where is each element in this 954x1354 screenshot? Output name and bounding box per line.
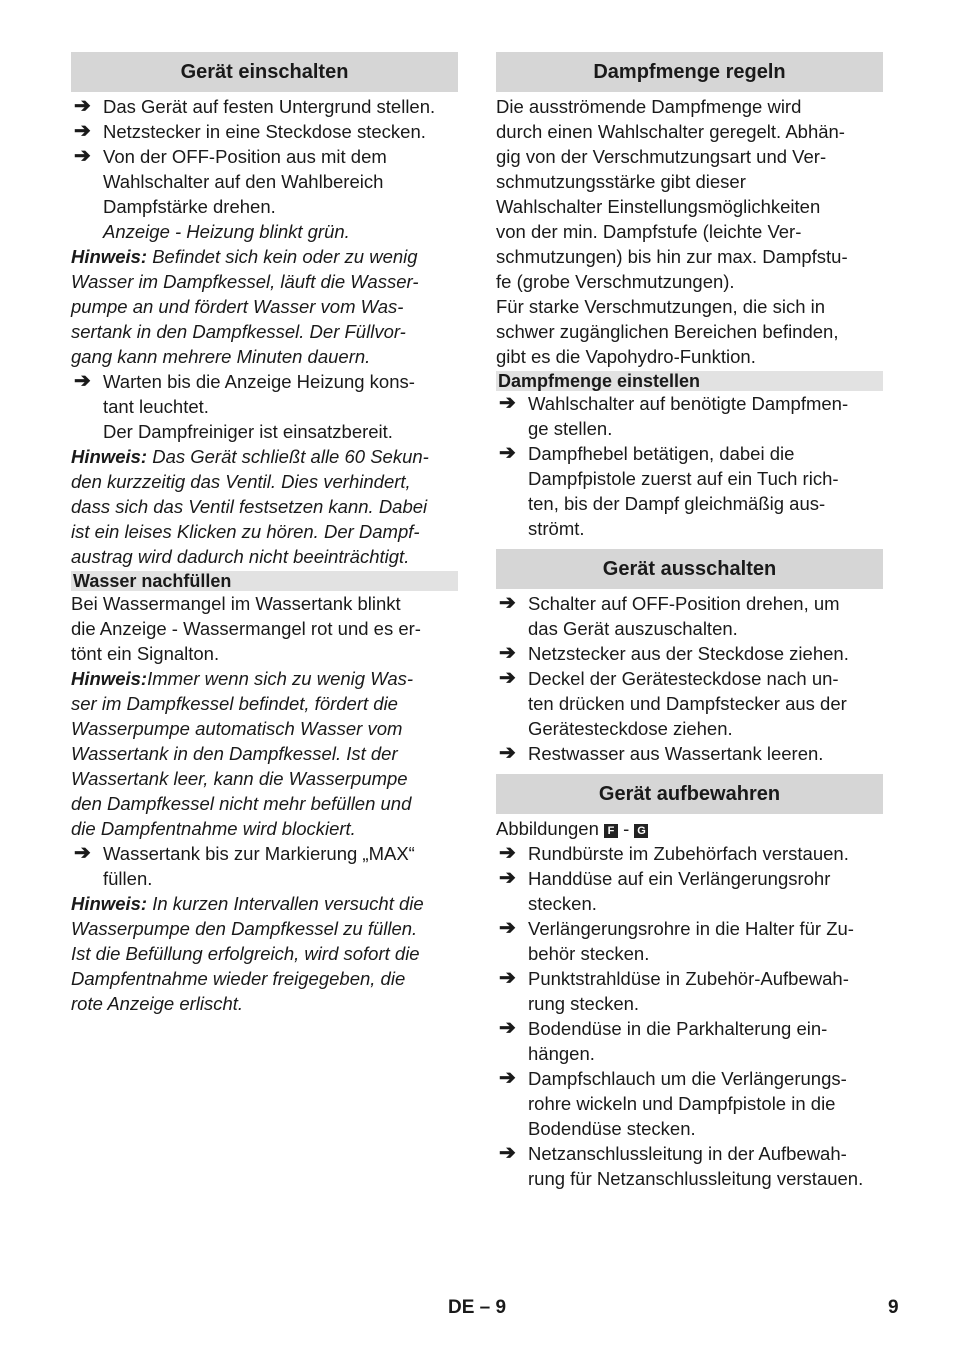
list-item: ➔ Wassertank bis zur Markierung „MAX“ füllen. bbox=[74, 842, 415, 889]
list-item: ➔ Dampfhebel betätigen, dabei die Dampfpistole zuerst auf ein Tuch rich- ten, bis der Dampf gleichmäßig aus- strömt. bbox=[499, 442, 839, 539]
figures-reference: Abbildungen F - G bbox=[496, 816, 883, 841]
arrow-bullet-icon: ➔ bbox=[499, 967, 516, 989]
figure-g-label: G bbox=[634, 824, 648, 838]
heading-wasser-nachfuellen: Wasser nachfüllen bbox=[71, 571, 458, 591]
arrow-bullet-icon: ➔ bbox=[499, 667, 516, 689]
arrow-bullet-icon: ➔ bbox=[499, 917, 516, 939]
arrow-bullet-icon: ➔ bbox=[499, 867, 516, 889]
note-hint: Hinweis: In kurzen Intervallen versucht die Wasserpumpe den Dampfkessel zu füllen. Ist die Befüllung erfolgreich, wird sofort die Dampfentnahme wieder freigegeben, die rote Anzeige erlischt. bbox=[71, 893, 424, 1014]
note-hint: Hinweis:Immer wenn sich zu wenig Was- ser im Dampfkessel befindet, fördert die Wasserpumpe automatisch Wasser vom Wassertank in den Dampfkessel. Ist der Wassertank leer, kann die Wasserpumpe den Dampfkessel nicht mehr befüllen und die Dampfentnahme wird blockiert. bbox=[71, 668, 414, 839]
paragraph: Bei Wassermangel im Wassertank blinkt die Anzeige - Wassermangel rot und es er- tönt ein Signalton. bbox=[71, 593, 421, 664]
list-item: ➔ Verlängerungsrohre in die Halter für Zu- behör stecken. bbox=[499, 917, 854, 964]
heading-dampfmenge-regeln: Dampfmenge regeln bbox=[496, 52, 883, 92]
list-item: ➔ Wahlschalter auf benötigte Dampfmen- ge stellen. bbox=[499, 392, 849, 439]
arrow-bullet-icon: ➔ bbox=[74, 120, 91, 142]
left-column bbox=[71, 52, 458, 1016]
heading-dampfmenge-einstellen: Dampfmenge einstellen bbox=[496, 371, 883, 391]
paragraph: Die ausströmende Dampfmenge wird durch einen Wahlschalter geregelt. Abhän- gig von der Verschmutzungsart und Ver- schmutzungsstärke gibt dieser Wahlschalter Einstellungsmöglichkeiten von der min. Dampfstufe (leichte Ver- schmutzungen) bis hin zur max. Dampfstu- fe (grobe Verschmutzungen). Für starke Verschmutzungen, die sich in schwer zugänglichen Bereichen befinden, gibt es die Vapohydro-Funktion. bbox=[496, 96, 848, 367]
arrow-bullet-icon: ➔ bbox=[499, 842, 516, 864]
list-item: ➔ Punktstrahldüse in Zubehör-Aufbewah- rung stecken. bbox=[499, 967, 849, 1014]
list-item: ➔ Netzstecker aus der Steckdose ziehen. bbox=[499, 642, 849, 664]
heading-geraet-ausschalten: Gerät ausschalten bbox=[496, 549, 883, 589]
list-item: ➔ Restwasser aus Wassertank leeren. bbox=[499, 742, 824, 764]
arrow-bullet-icon: ➔ bbox=[499, 1142, 516, 1164]
arrow-bullet-icon: ➔ bbox=[499, 592, 516, 614]
right-column bbox=[496, 52, 883, 1191]
list-item: ➔ Dampfschlauch um die Verlängerungs- rohre wickeln und Dampfpistole in die Bodendüse stecken. bbox=[499, 1067, 847, 1139]
list-item: ➔ Das Gerät auf festen Untergrund stellen. bbox=[74, 95, 436, 117]
arrow-bullet-icon: ➔ bbox=[74, 145, 91, 167]
list-item: ➔ Netzanschlussleitung in der Aufbewah- rung für Netzanschlussleitung verstauen. bbox=[499, 1142, 864, 1189]
arrow-bullet-icon: ➔ bbox=[499, 1017, 516, 1039]
page-number: 9 bbox=[888, 1297, 899, 1318]
arrow-bullet-icon: ➔ bbox=[74, 95, 91, 117]
list-item: ➔ Bodendüse in die Parkhalterung ein- hängen. bbox=[499, 1017, 828, 1064]
list-item: ➔ Handdüse auf ein Verlängerungsrohr stecken. bbox=[499, 867, 831, 914]
list-item: ➔ Von der OFF-Position aus mit dem Wahlschalter auf den Wahlbereich Dampfstärke drehen. bbox=[74, 145, 387, 217]
arrow-bullet-icon: ➔ bbox=[74, 370, 91, 392]
arrow-bullet-icon: ➔ bbox=[499, 442, 516, 464]
note-hint: Hinweis: Das Gerät schließt alle 60 Sekun- den kurzzeitig das Ventil. Dies verhindert, dass sich das Ventil festsetzen kann. Dabei ist ein leises Klicken zu hören. Der Dampf- austrag wird dadurch nicht beeinträchtigt. bbox=[71, 446, 429, 567]
arrow-bullet-icon: ➔ bbox=[499, 642, 516, 664]
heading-geraet-aufbewahren: Gerät aufbewahren bbox=[496, 774, 883, 814]
figure-f-label: F bbox=[604, 824, 618, 838]
list-item: ➔ Netzstecker in eine Steckdose stecken. bbox=[74, 120, 426, 142]
list-item: ➔ Rundbürste im Zubehörfach verstauen. bbox=[499, 842, 849, 864]
note-hint: Hinweis: Befindet sich kein oder zu wenig Wasser im Dampfkessel, läuft die Wasser- pumpe an und fördert Wasser vom Was- sertank in den Dampfkessel. Der Füllvor- gang kann mehrere Minuten dauern. bbox=[71, 246, 419, 367]
step-result: Anzeige - Heizung blinkt grün. bbox=[103, 221, 350, 242]
list-item: ➔ Warten bis die Anzeige Heizung kons- tant leuchtet. bbox=[74, 370, 415, 417]
heading-geraet-einschalten: Gerät einschalten bbox=[71, 52, 458, 92]
step-result: Der Dampfreiniger ist einsatzbereit. bbox=[103, 421, 393, 442]
list-item: ➔ Deckel der Gerätesteckdose nach un- ten drücken und Dampfstecker aus der Gerätesteckdose ziehen. bbox=[499, 667, 847, 739]
arrow-bullet-icon: ➔ bbox=[499, 742, 516, 764]
arrow-bullet-icon: ➔ bbox=[499, 392, 516, 414]
list-item: ➔ Schalter auf OFF-Position drehen, um das Gerät auszuschalten. bbox=[499, 592, 840, 639]
arrow-bullet-icon: ➔ bbox=[499, 1067, 516, 1089]
footer-page-label: DE – 9 bbox=[448, 1297, 507, 1318]
arrow-bullet-icon: ➔ bbox=[74, 842, 91, 864]
